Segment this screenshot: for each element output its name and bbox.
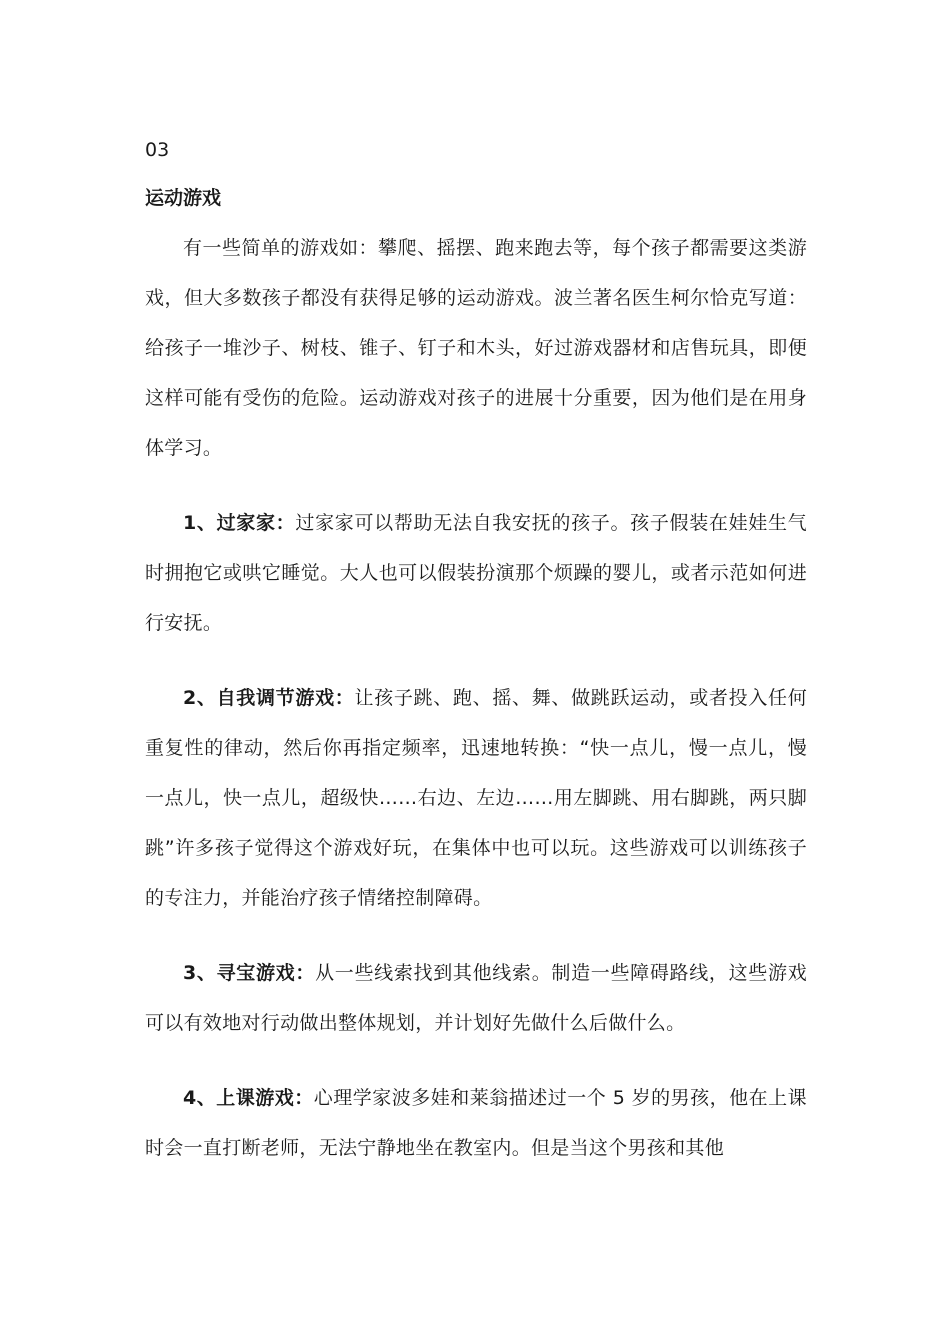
game-item-self-regulation	[145, 673, 807, 923]
game-item-label: 2、自我调节游戏：	[183, 687, 355, 709]
game-item-playhouse	[145, 498, 807, 648]
game-item-text: 让孩子跳、跑、摇、舞、做跳跃运动，或者投入任何重复性的律动，然后你再指定频率，迅速地转换：“快一点儿，慢一点儿，慢一点儿，快一点儿，超级快……右边、左边……用左脚跳、用右脚跳，两只脚跳”许多孩子觉得这个游戏好玩，在集体中也可以玩。这些游戏可以训练孩子的专注力，并能治疗孩子情绪控制障碍。	[145, 687, 808, 909]
game-item-text: 过家家可以帮助无法自我安抚的孩子。孩子假装在娃娃生气时拥抱它或哄它睡觉。大人也可以假装扮演那个烦躁的婴儿，或者示范如何进行安抚。	[145, 512, 807, 634]
game-item-treasure-hunt	[145, 948, 807, 1048]
game-item-text: 从一些线索找到其他线索。制造一些障碍路线，这些游戏可以有效地对行动做出整体规划，并计划好先做什么后做什么。	[145, 962, 807, 1034]
game-item-label: 4、上课游戏：	[183, 1087, 314, 1109]
section-title: 运动游戏	[145, 187, 222, 209]
document-content	[145, 127, 807, 1173]
game-item-label: 3、寻宝游戏：	[183, 962, 316, 984]
game-item-classroom	[145, 1073, 807, 1173]
game-item-text: 心理学家波多娃和莱翁描述过一个 5 岁的男孩，他在上课时会一直打断老师，无法宁静地坐在教室内。但是当这个男孩和其他	[145, 1087, 807, 1159]
intro-paragraph: 有一些简单的游戏如：攀爬、摇摆、跑来跑去等，每个孩子都需要这类游戏，但大多数孩子都没有获得足够的运动游戏。波兰著名医生柯尔恰克写道：给孩子一堆沙子、树枝、锥子、钉子和木头，好过游戏器材和店售玩具，即便这样可能有受伤的危险。运动游戏对孩子的进展十分重要，因为他们是在用身体学习。	[145, 237, 807, 459]
game-item-label: 1、过家家：	[183, 512, 296, 534]
section-number: 03	[145, 139, 170, 161]
